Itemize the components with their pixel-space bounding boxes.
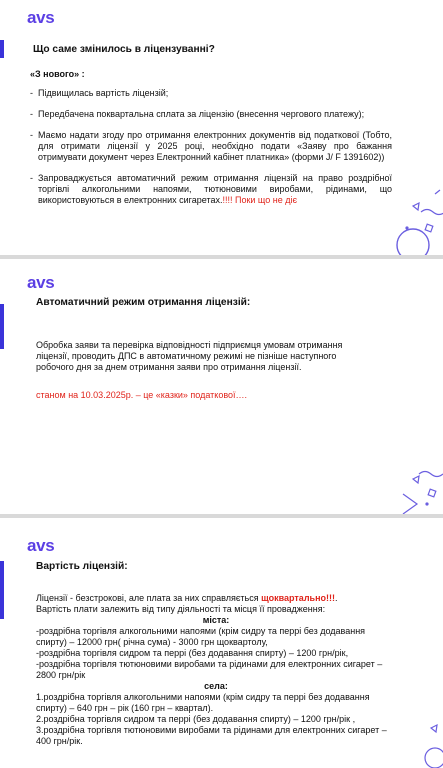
intro-line-2: Вартість плати залежить від типу діяльності та місця її провадження: [36,604,326,614]
villages-heading: села: [204,681,228,691]
village-item: 2.роздрібна торгівля сидром та перрі (без додавання спирту) – 1200 грн/рік , [36,714,356,724]
quarterly-emphasis: щоквартально!!! [261,593,335,603]
city-item: -роздрібна торгівля алкогольними напоями (крім сидру та перрі без додавання спирту) – 12000 грн( річна сума) - 3000 грн щоквартолу, [36,626,366,647]
decorative-shapes-icon [423,718,443,768]
avs-logo: avs [27,273,55,292]
city-item: -роздрібна торгівля тютюновими виробами та рідинами для електронних сигарет – 2800 грн/рік [36,659,383,680]
slide-subtitle: «З нового» : [30,69,85,79]
cost-content [36,593,396,747]
village-item: 1.роздрібна торгівля алкогольними напоями (крім сидру та перрі без додавання спирту) – 640 грн – рік (160 грн – квартал). [36,692,370,713]
slide-title: Автоматичний режим отримання ліцензій: [36,297,251,308]
decorative-shapes-icon [383,454,443,514]
accent-bar [0,40,4,58]
slide-paragraph: Обробка заяви та перевірка відповідності підприємця умовам отримання ліцензії, проводить ДПС в автоматичному режимі не пізніше наступного робочого дня за днем отримання заяви про отримання ліцензії. [36,340,343,372]
accent-bar [0,304,4,349]
slide-licensing-changes [0,0,443,255]
decorative-shapes-icon [383,170,443,255]
intro-text: Ліцензії - безстрокові, але плата за них справляється [36,593,262,603]
slide-title: Що саме змінилось в ліцензуванні? [33,44,215,55]
list-item: - Маємо надати згоду про отримання електронних документів від податкової (Тобто, для отримати ліцензії у 2025 році, необхідно подати «Заяву про бажання отримувати документ через Електронний кабінет платника» (форми J/ F 1391602)) [30,130,392,163]
list-item: - Передбачена поквартальна сплата за ліцензію (внесення чергового платежу); [30,109,392,120]
slide-automatic-mode [0,259,443,514]
intro-suffix: . [335,593,338,603]
warning-note: !!!! Поки що не діє [222,195,298,205]
avs-logo: avs [27,8,55,27]
slide-license-cost [0,518,443,768]
list-item [30,173,392,206]
intro-line [36,593,396,604]
cities-heading: міста: [202,615,230,625]
village-item: 3.роздрібна торгівля тютюновими виробами та рідинами для електронних сигарет – 400 грн/рік. [36,725,387,746]
list-item: - Підвищилась вартість ліцензій; [30,88,392,99]
list-item-text: Запроваджується автоматичний режим отримання ліцензій на право роздрібної торгівлі алкогольними напоями, тютюновими виробами, рідинами, що використовуються в електронних сигаретах. [38,173,392,205]
city-item: -роздрібна торгівля сидром та перрі (без додавання спирту) – 1200 грн/рік, [36,648,349,658]
changes-list [30,88,392,216]
slide-title: Вартість ліцензій: [36,561,128,572]
red-note: станом на 10.03.2025р. – це «казки» податкової…. [36,390,248,400]
accent-bar [0,561,4,619]
avs-logo: avs [27,536,55,555]
